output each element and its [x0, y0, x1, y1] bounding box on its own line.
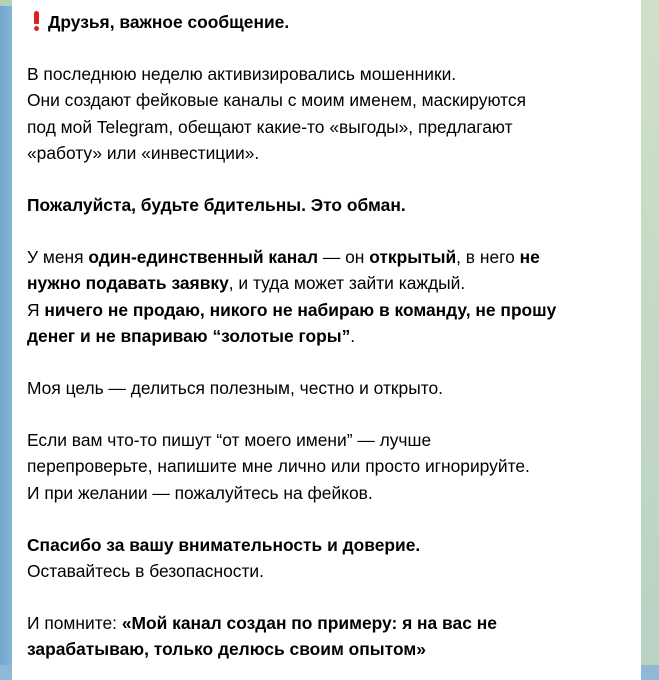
paragraph-1-line-2: Они создают фейковые каналы с моим именем, маскируются [27, 90, 526, 111]
paragraph-6-bold: Спасибо за вашу внимательность и доверие. [27, 534, 421, 555]
message-bubble[interactable] [12, 0, 641, 680]
paragraph-5-line-1: Если вам что-то пишут “от моего имени” — лучше [27, 430, 432, 451]
paragraph-7-line-2: зарабатываю, только делюсь своим опытом» [27, 639, 426, 660]
headline-text: Друзья, важное сообщение. [48, 12, 290, 32]
paragraph-4: Моя цель — делиться полезным, честно и открыто. [27, 378, 443, 399]
paragraph-5-line-2: перепроверьте, напишите мне лично или просто игнорируйте. [27, 456, 530, 477]
paragraph-3-line-4: денег и не впариваю “золотые горы”. [27, 325, 356, 346]
message-text [27, 9, 641, 663]
paragraph-1-line-4: «работу» или «инвестиции». [27, 142, 260, 163]
chat-right-edge [641, 0, 659, 665]
paragraph-1-line-1: В последнюю неделю активизировались мошенники. [27, 64, 457, 85]
paragraph-3-line-1: У меня один-единственный канал — он открытый, в него не [27, 247, 540, 268]
paragraph-1-line-3: под мой Telegram, обещают какие-то «выгоды», предлагают [27, 116, 513, 137]
paragraph-7-line-1: И помните: «Мой канал создан по примеру: я на вас не [27, 613, 497, 634]
paragraph-3-line-3: Я ничего не продаю, никого не набираю в команду, не прошу [27, 299, 557, 320]
paragraph-6-line-2: Оставайтесь в безопасности. [27, 561, 264, 582]
paragraph-3-line-2: нужно подавать заявку, и туда может зайти каждый. [27, 273, 466, 294]
exclamation-icon [33, 11, 40, 30]
paragraph-5-line-3: И при желании — пожалуйтесь на фейков. [27, 482, 373, 503]
message-headline [27, 9, 641, 35]
paragraph-2: Пожалуйста, будьте бдительны. Это обман. [27, 195, 406, 216]
